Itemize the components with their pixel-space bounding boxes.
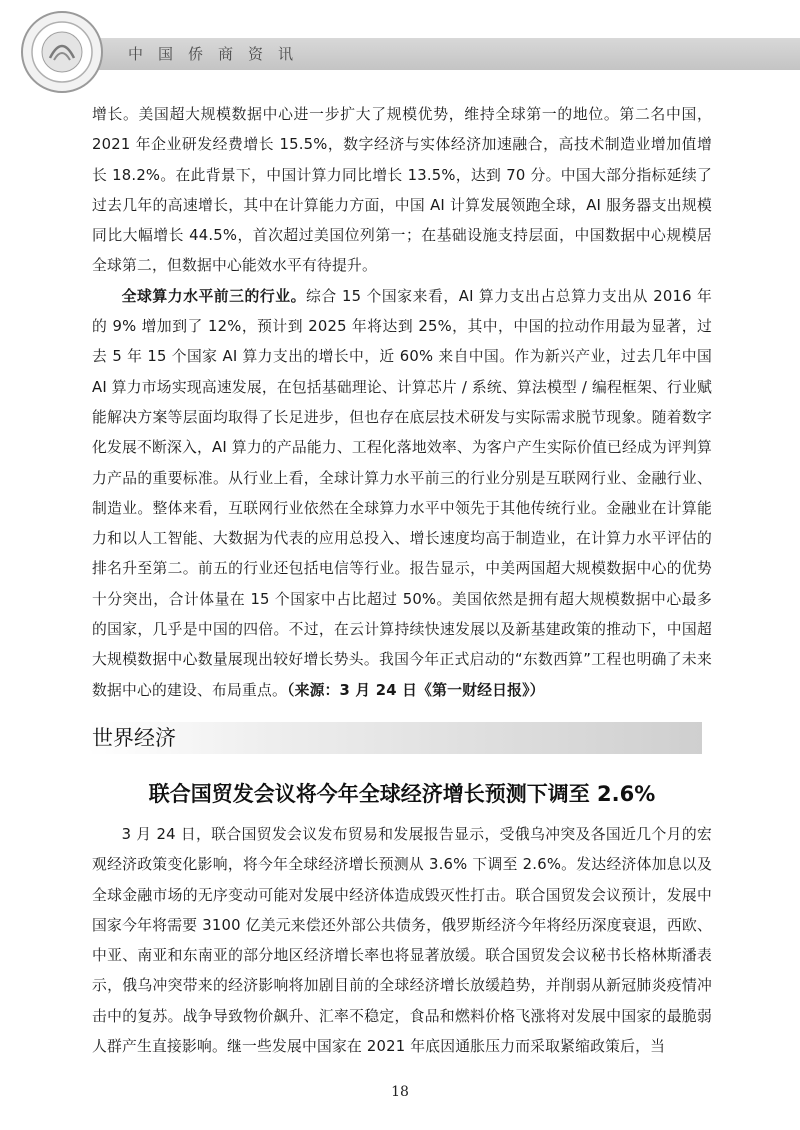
article-body [92, 820, 712, 1062]
paragraph-text: 综合 15 个国家来看，AI 算力支出占总算力支出从 2016 年的 9% 增加到了 12%，预计到 2025 年将达到 25%，其中，中国的拉动作用最为显著，过去 5 年 15 个国家 AI 算力支出的增长中，近 60% 来自中国。作为新兴产业，过去几年中国 AI 算力市场实现高速发展，在包括基础理论、计算芯片 / 系统、算法模型 / 编程框架、行业赋能解决方案等层面均取得了长足进步，但也存在底层技术研发与实际需求脱节现象。随着数字化发展不断深入，AI 算力的产品能力、工程化落地效率、为客户产生实际价值已经成为评判算力产品的重要标准。从行业上看，全球计算力水平前三的行业分别是互联网行业、金融行业、制造业。整体来看，互联网行业依然在全球算力水平中领先于其他传统行业。金融业在计算能力和以人工智能、大数据为代表的应用总投入、增长速度均高于制造业，在计算力水平评估的排名升至第二。前五的行业还包括电信等行业。报告显示，中美两国超大规模数据中心的优势十分突出，合计体量在 15 个国家中占比超过 50%。美国依然是拥有超大规模数据中心最多的国家，几乎是中国的四倍。不过，在云计算持续快速发展以及新基建政策的推动下，中国超大规模数据中心数量展现出较好增长势头。我国今年正式启动的“东数西算”工程也明确了未来数据中心的建设、布局重点。 [92, 287, 712, 699]
paragraph [92, 282, 712, 706]
logo-emblem [20, 10, 104, 94]
paragraph: 3 月 24 日，联合国贸发会议发布贸易和发展报告显示，受俄乌冲突及各国近几个月的宏观经济政策变化影响，将今年全球经济增长预测从 3.6% 下调至 2.6%。发达经济体加息以及全球金融市场的无序变动可能对发展中经济体造成毁灭性打击。联合国贸发会议预计，发展中国家今年将需要 3100 亿美元来偿还外部公共债务，俄罗斯经济今年将经历深度衰退，西欧、中亚、南亚和东南亚的部分地区经济增长率也将显著放缓。联合国贸发会议秘书长格林斯潘表示，俄乌冲突带来的经济影响将加剧目前的全球经济增长放缓趋势，并削弱从新冠肺炎疫情冲击中的复苏。战争导致物价飙升、汇率不稳定，食品和燃料价格飞涨将对发展中国家的最脆弱人群产生直接影响。继一些发展中国家在 2021 年底因通胀压力而采取紧缩政策后，当 [92, 826, 712, 1056]
paragraph-lead: 全球算力水平前三的行业。 [121, 287, 307, 305]
page-number: 18 [391, 1084, 409, 1100]
article-title: 联合国贸发会议将今年全球经济增长预测下调至 2.6% [148, 782, 656, 806]
section-header [88, 722, 702, 754]
paragraph: 增长。美国超大规模数据中心进一步扩大了规模优势，维持全球第一的地位。第二名中国，2021 年企业研发经费增长 15.5%，数字经济与实体经济加速融合，高技术制造业增加值增长 18.2%。在此背景下，中国计算力同比增长 13.5%，达到 70 分。中国大部分指标延续了过去几年的高速增长，其中在计算能力方面，中国 AI 计算发展领跑全球，AI 服务器支出规模同比大幅增长 44.5%，首次超过美国位列第一；在基础设施支持层面，中国数据中心规模居全球第二，但数据中心能效水平有待提升。 [92, 106, 712, 275]
header-title: 中国侨商资讯 [128, 45, 309, 63]
section-title: 世界经济 [92, 726, 176, 750]
source-citation: （来源：3 月 24 日《第一财经日报》） [286, 681, 545, 699]
continued-text [92, 100, 712, 706]
page-header [0, 0, 800, 80]
